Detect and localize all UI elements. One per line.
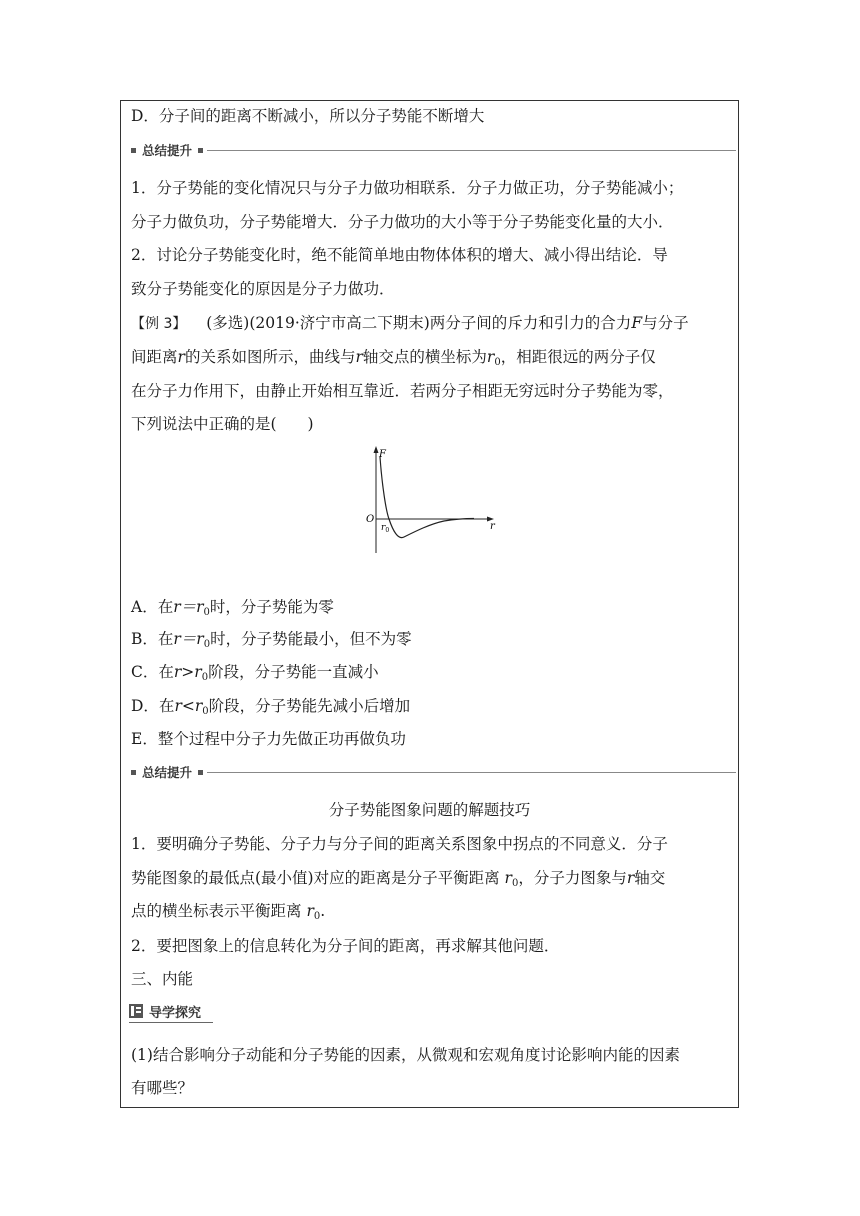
option-b: B．在$r=r_0$时，分子势能最小，但不为零: [131, 630, 412, 650]
option-c: C．在$r>r_0$阶段，分子势能一直减小: [131, 663, 379, 683]
example3-line1: 【例 3】 (多选)(2019·济宁市高二下期末)两分子间的斥力和引力的合力F与分子: [131, 314, 689, 332]
square-icon: [198, 770, 203, 775]
summary-bar-1: [131, 143, 736, 157]
question1-line1: (1)结合影响分子动能和分子势能的因素，从微观和宏观角度讨论影响内能的因素: [131, 1046, 680, 1064]
option-a: A．在$r=r_0$时，分子势能为零: [131, 598, 334, 618]
force-curve: [380, 457, 474, 538]
square-icon: [131, 148, 136, 153]
r0-label: $r_0$: [381, 523, 390, 534]
summary1-line1: 1．分子势能的变化情况只与分子力做功相联系．分子力做正功，分子势能减小；: [131, 179, 684, 197]
summary-bar-2: [131, 765, 736, 779]
divider: [129, 1022, 213, 1023]
summary1-line2: 分子力做负功，分子势能增大．分子力做功的大小等于分子势能变化量的大小．: [131, 213, 674, 231]
list-icon: [129, 1004, 143, 1018]
axis-label-f: F: [379, 449, 386, 460]
option-e: E．整个过程中分子力先做正功再做负功: [131, 730, 406, 748]
f-axis-arrow-icon: [374, 446, 379, 453]
guide-label: 导学探究: [149, 1005, 202, 1021]
guide-header: [129, 1001, 201, 1021]
summary-label: 总结提升: [142, 143, 193, 158]
example3-line2: 间距离r的关系如图所示，曲线与r轴交点的横坐标为$r_0$，相距很远的两分子仅: [131, 348, 656, 368]
summary1-line3: 2．讨论分子势能变化时，绝不能简单地由物体体积的增大、减小得出结论．导: [131, 246, 668, 264]
section-title: 三、内能: [131, 970, 194, 988]
origin-label: O: [366, 514, 375, 525]
option-d: D．在$r<r_0$阶段，分子势能先减小后增加: [131, 697, 411, 717]
summary2-title: 分子势能图象问题的解题技巧: [328, 801, 531, 819]
force-distance-graph: [364, 445, 500, 555]
divider: [207, 150, 736, 151]
summary2-line2: 势能图象的最低点(最小值)对应的距离是分子平衡距离 $r_0$，分子力图象与r轴交: [131, 869, 666, 889]
square-icon: [131, 770, 136, 775]
option-d-prev: D．分子间的距离不断减小，所以分子势能不断增大: [131, 107, 485, 125]
summary2-line1: 1．要明确分子势能、分子力与分子间的距离关系图象中拐点的不同意义．分子: [131, 835, 668, 853]
example3-line3: 在分子力作用下，由静止开始相互靠近．若两分子相距无穷远时分子势能为零，: [131, 382, 674, 400]
question1-line2: 有哪些？: [131, 1079, 194, 1097]
square-icon: [198, 148, 203, 153]
summary2-line4: 2．要把图象上的信息转化为分子间的距离，再求解其他问题．: [131, 937, 560, 955]
example3-line4: 下列说法中正确的是( ): [131, 415, 314, 433]
example-tag: 【例 3】: [131, 316, 187, 332]
summary1-line4: 致分子势能变化的原因是分子力做功．: [131, 280, 395, 298]
axis-label-r: r: [490, 521, 495, 532]
summary2-line3: 点的横坐标表示平衡距离 $r_0$.: [131, 902, 326, 922]
divider: [207, 772, 736, 773]
summary-label: 总结提升: [142, 765, 193, 780]
